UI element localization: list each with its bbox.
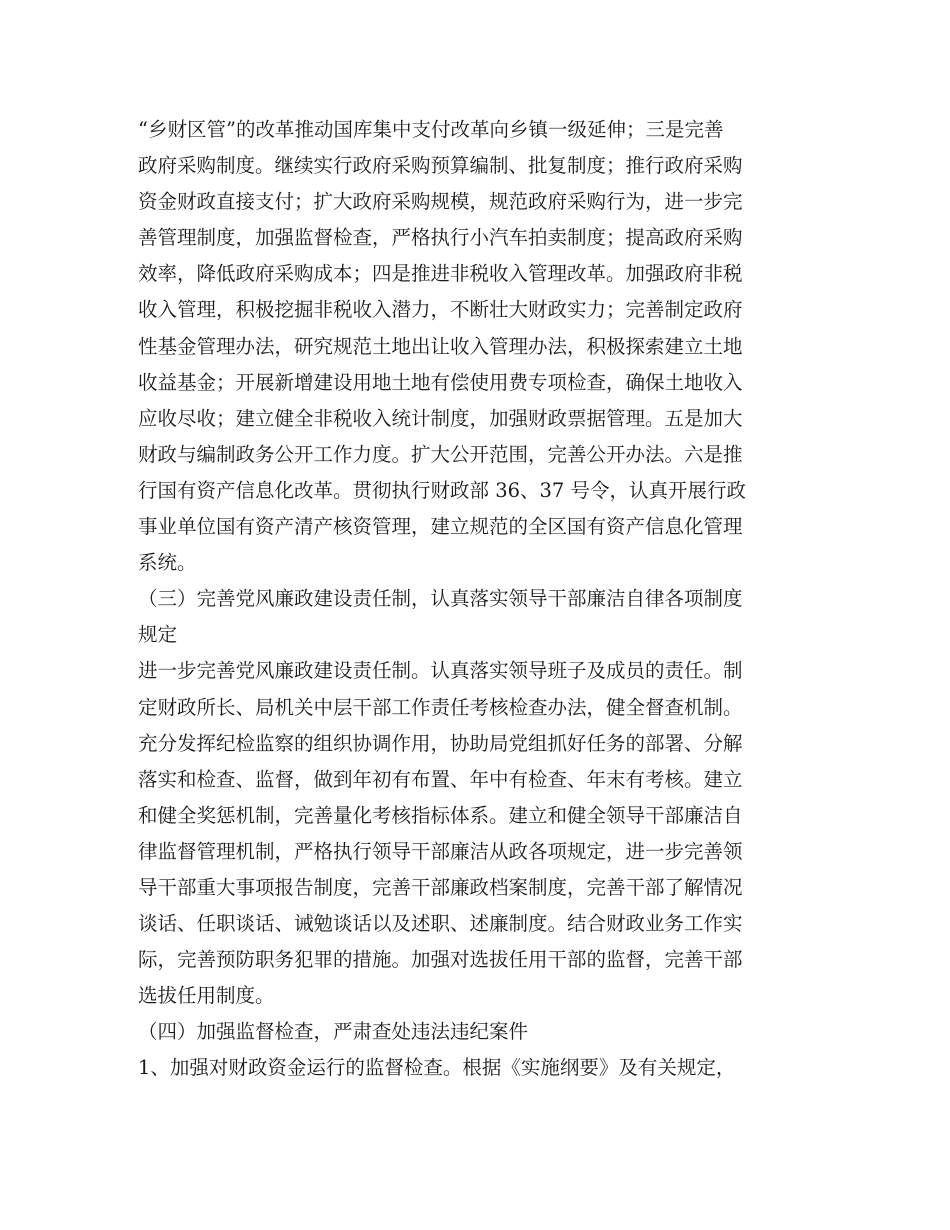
text-line: 资金财政直接支付；扩大政府采购规模，规范政府采购行为，进一步完 (138, 190, 743, 214)
text-line: 应收尽收；建立健全非税收入统计制度，加强财政票据管理。五是加大 (138, 406, 743, 430)
text-line: 政府采购制度。继续实行政府采购预算编制、批复制度；推行政府采购 (138, 154, 743, 178)
text-line: 收入管理，积极挖掘非税收入潜力，不断壮大财政实力；完善制定政府 (138, 298, 743, 322)
text-line: 谈话、任职谈话、诫勉谈话以及述职、述廉制度。结合财政业务工作实 (138, 912, 743, 936)
text-line: 落实和检查、监督，做到年初有布置、年中有检查、年末有考核。建立 (138, 767, 743, 791)
text-line: 进一步完善党风廉政建设责任制。认真落实领导班子及成员的责任。制 (138, 659, 743, 683)
text-line: 财政与编制政务公开工作力度。扩大公开范围，完善公开办法。六是推 (138, 442, 743, 466)
text-line: 充分发挥纪检监察的组织协调作用，协助局党组抓好任务的部署、分解 (138, 731, 743, 755)
text-line: 系统。 (138, 551, 197, 575)
section-heading-line: （三）完善党风廉政建设责任制，认真落实领导干部廉洁自律各项制度 (138, 587, 743, 611)
text-line: 和健全奖惩机制，完善量化考核指标体系。建立和健全领导干部廉洁自 (138, 803, 743, 827)
section-heading-line: （四）加强监督检查，严肃查处违法违纪案件 (138, 1020, 529, 1044)
text-line: 导干部重大事项报告制度，完善干部廉政档案制度，完善干部了解情况 (138, 875, 743, 899)
text-line: 1、加强对财政资金运行的监督检查。根据《实施纲要》及有关规定， (138, 1056, 736, 1080)
text-line: 效率，降低政府采购成本；四是推进非税收入管理改革。加强政府非税 (138, 262, 743, 286)
text-line: 行国有资产信息化改革。贯彻执行财政部 36、37 号令，认真开展行政 (138, 478, 747, 502)
text-line: “乡财区管”的改革推动国库集中支付改革向乡镇一级延伸；三是完善 (138, 118, 724, 141)
text-line: 善管理制度，加强监督检查，严格执行小汽车拍卖制度；提高政府采购 (138, 226, 743, 250)
text-line: 性基金管理办法，研究规范土地出让收入管理办法，积极探索建立土地 (138, 334, 743, 358)
text-line: 事业单位国有资产清产核资管理，建立规范的全区国有资产信息化管理 (138, 515, 743, 539)
text-line: 收益基金；开展新增建设用地土地有偿使用费专项检查，确保土地收入 (138, 370, 743, 394)
text-line: 律监督管理机制，严格执行领导干部廉洁从政各项规定，进一步完善领 (138, 839, 743, 863)
text-line: 定财政所长、局机关中层干部工作责任考核检查办法，健全督查机制。 (138, 695, 743, 719)
text-line: 际，完善预防职务犯罪的措施。加强对选拔任用干部的监督，完善干部 (138, 948, 743, 972)
section-heading-line: 规定 (138, 623, 178, 647)
text-line: 选拔任用制度。 (138, 984, 275, 1008)
document-body (138, 112, 818, 1087)
